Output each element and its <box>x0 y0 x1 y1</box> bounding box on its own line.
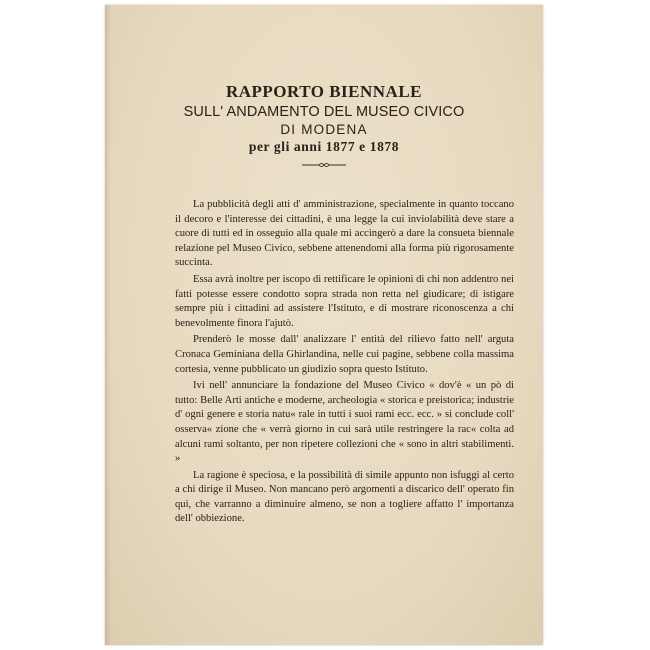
document-years: per gli anni 1877 e 1878 <box>248 139 400 154</box>
body-text <box>175 198 514 529</box>
document-title: RAPPORTO BIENNALE <box>225 82 423 101</box>
paragraph: La pubblicità degli atti d' amministrazione, specialmente in quanto toccano il decoro e l'interesse dei cittadini, è una legge la cui inviolabilità deve stare a cuore di tutti ed in osseguio alla quale mi accingerò a dare la consueta biennale relazione pel Museo Civico, sebbene attenendomi alla forma più rigorosamente succinta. <box>175 199 514 269</box>
paragraph: Prenderò le mosse dall' analizzare l' entità del rilievo fatto nell' arguta Cronaca Geminiana della Ghirlandina, nelle cui pagine, sebbene colla massima cortesia, venne pubblicato un giudizio sopra questo Istituto. <box>175 334 514 375</box>
title-block <box>105 81 543 169</box>
rule-ornament-icon <box>301 161 347 169</box>
paragraph: La ragione è speciosa, e la possibilità di simile appunto non isfuggì al certo a chi dirige il Museo. Non mancano però argomenti a discarico dell' operato fin qui, che varranno a diminuire almeno, se non a togliere affatto l' importanza dell' obbiezione. <box>175 469 514 525</box>
document-page <box>105 5 543 645</box>
paragraph: Ivi nell' annunciare la fondazione del Museo Civico « dov'è « un pò di tutto: Belle Arti antiche e moderne, archeologia « storica e preistorica; industrie d' ogni genere e storia natu« rale in tutti i suoi rami ecc. ecc. » si conclude coll' osserva« zione che « verrà giorno in cui sarà utile restringere la rac« colta ad alcuni rami soltanto, per non ripetere collezioni che « sono in altri stabilimenti. » <box>175 380 514 465</box>
document-city: DI MODENA <box>280 122 368 137</box>
document-subtitle: SULL' ANDAMENTO DEL MUSEO CIVICO <box>183 104 465 120</box>
paragraph: Essa avrà inoltre per iscopo di rettificare le opinioni di chi non addentro nei fatti potesse essere condotto sopra strada non retta nel giudicare; di istigare sempre più i cittadini ad assistere l'Istituto, e di mostrare riconoscenza a chi benevolmente finora l'ajutò. <box>175 273 514 329</box>
